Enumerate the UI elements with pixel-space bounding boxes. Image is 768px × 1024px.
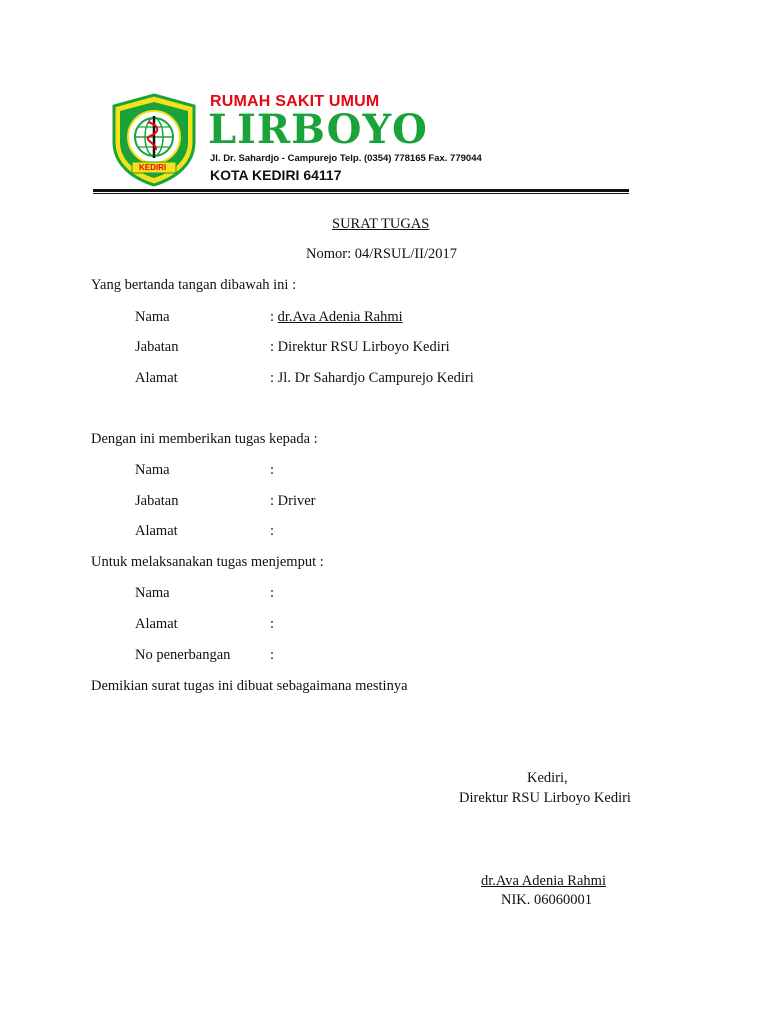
pickup-flight-value: : xyxy=(270,647,275,663)
pickup-name-value: : xyxy=(270,585,275,601)
pickup-label: Nama xyxy=(135,585,170,601)
assignee-label: Nama xyxy=(135,462,170,478)
pickup-label: No penerbangan xyxy=(135,647,231,663)
hospital-logo-emblem-icon xyxy=(106,92,202,188)
signer-label: Nama xyxy=(135,309,170,325)
assignee-label: Alamat xyxy=(135,523,178,539)
signer-name-text: dr.Ava Adenia Rahmi xyxy=(277,309,403,325)
assignee-label: Jabatan xyxy=(135,493,179,509)
closing-text: Demikian surat tugas ini dibuat sebagaimana mestinya xyxy=(91,678,408,694)
signer-label: Jabatan xyxy=(135,339,179,355)
hospital-city: KOTA KEDIRI 64117 xyxy=(210,167,342,183)
signature-position: Direktur RSU Lirboyo Kediri xyxy=(459,790,631,806)
signature-name: dr.Ava Adenia Rahmi xyxy=(481,873,606,889)
assignee-address-value: : xyxy=(270,523,275,539)
logo-city-text: KEDIRI xyxy=(139,163,167,172)
hospital-logo xyxy=(106,92,202,188)
signer-label: Alamat xyxy=(135,370,178,386)
hospital-address: Jl. Dr. Sahardjo - Campurejo Telp. (0354) 778165 Fax. 779044 xyxy=(210,153,482,164)
intro-text: Yang bertanda tangan dibawah ini : xyxy=(91,277,297,293)
assignee-name-value: : xyxy=(270,462,275,478)
letter-title: SURAT TUGAS xyxy=(332,216,430,232)
signer-address-value: : Jl. Dr Sahardjo Campurejo Kediri xyxy=(270,370,474,386)
signature-place: Kediri, xyxy=(527,770,568,786)
task-intro-text: Untuk melaksanakan tugas menjemput : xyxy=(91,554,324,570)
signer-name-value: : dr.Ava Adenia Rahmi xyxy=(270,309,403,325)
pickup-label: Alamat xyxy=(135,616,178,632)
assign-intro-text: Dengan ini memberikan tugas kepada : xyxy=(91,431,318,447)
letter-number: Nomor: 04/RSUL/II/2017 xyxy=(306,246,458,262)
assignee-position-value: : Driver xyxy=(270,493,316,509)
signature-nik: NIK. 06060001 xyxy=(501,892,593,908)
letterhead-divider-thin xyxy=(93,193,629,194)
hospital-type: RUMAH SAKIT UMUM xyxy=(210,93,380,110)
signer-position-value: : Direktur RSU Lirboyo Kediri xyxy=(270,339,450,355)
hospital-name: LIRBOYO xyxy=(208,106,428,153)
pickup-address-value: : xyxy=(270,616,275,632)
letterhead-divider xyxy=(93,189,629,192)
